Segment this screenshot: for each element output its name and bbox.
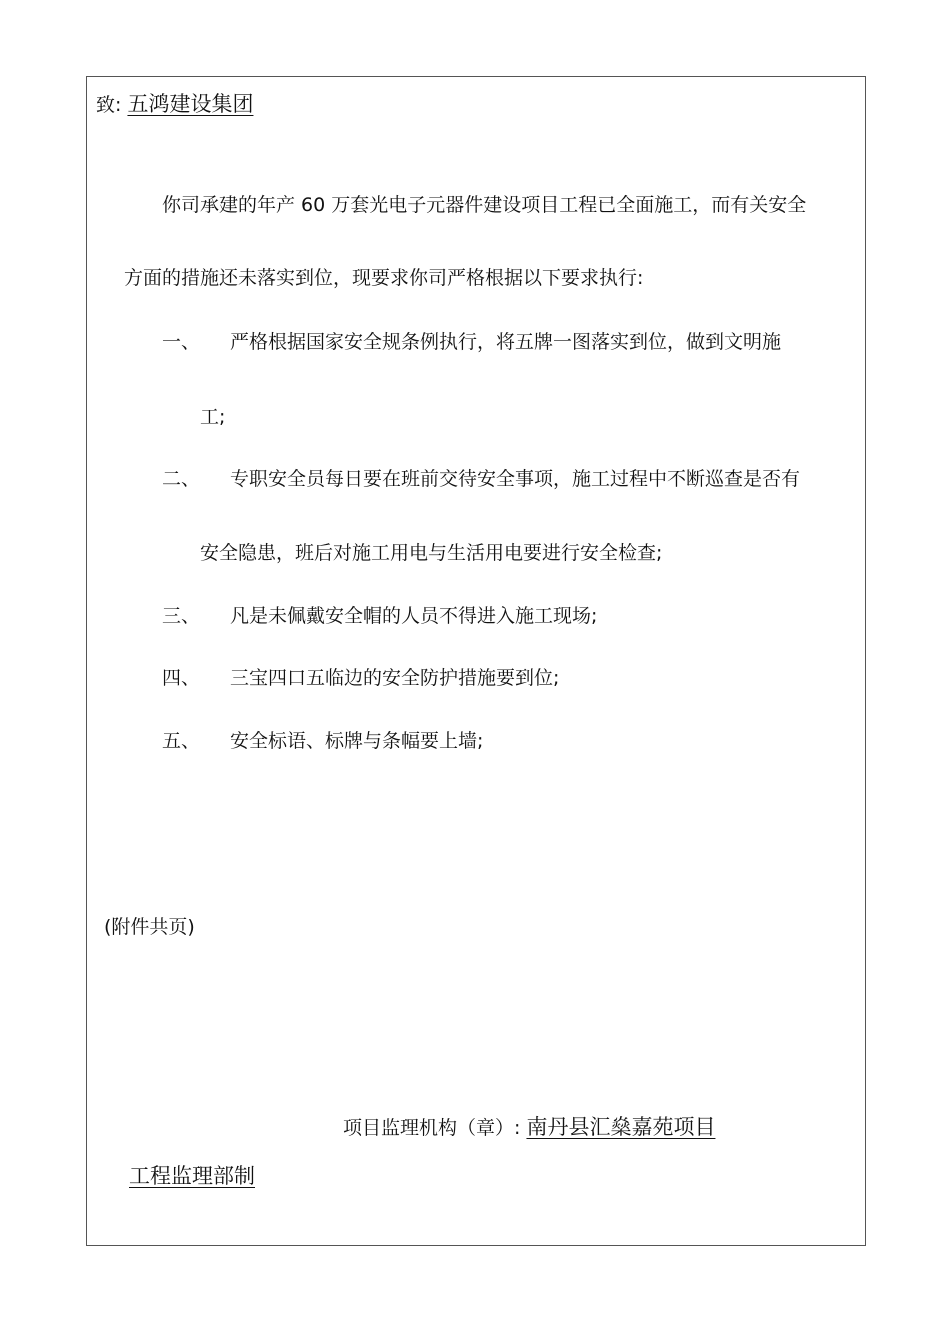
item-5-number: 五、 <box>162 730 201 752</box>
attachment-note: (附件共页) <box>104 916 195 938</box>
item-1-continuation: 工; <box>200 406 226 428</box>
recipient-line <box>96 92 253 117</box>
signature-line <box>343 1115 715 1140</box>
item-2-text: 专职安全员每日要在班前交待安全事项，施工过程中不断巡查是否有 <box>230 468 801 490</box>
item-2-continuation: 安全隐患，班后对施工用电与生活用电要进行安全检查; <box>200 542 663 564</box>
item-1-text: 严格根据国家安全规条例执行，将五牌一图落实到位，做到文明施 <box>230 331 782 353</box>
to-label: 致: <box>96 94 122 116</box>
body-line-1: 你司承建的年产 60 万套光电子元器件建设项目工程已全面施工，而有关安全 <box>162 194 807 216</box>
signature-org-line-2 <box>129 1164 255 1189</box>
item-2-number: 二、 <box>162 468 201 490</box>
item-1-number: 一、 <box>162 331 201 353</box>
item-3-number: 三、 <box>162 605 201 627</box>
item-3-text: 凡是未佩戴安全帽的人员不得进入施工现场; <box>230 605 598 627</box>
item-4-text: 三宝四口五临边的安全防护措施要到位; <box>230 667 560 689</box>
body-line-2: 方面的措施还未落实到位，现要求你司严格根据以下要求执行: <box>124 267 644 289</box>
recipient-name: 五鸿建设集团 <box>127 92 254 116</box>
signature-label: 项目监理机构（章）: <box>343 1117 521 1139</box>
item-4-number: 四、 <box>162 667 201 689</box>
signature-org-2: 工程监理部制 <box>129 1164 255 1188</box>
item-5-text: 安全标语、标牌与条幅要上墙; <box>230 730 484 752</box>
signature-org-1: 南丹县汇燊嘉苑项目 <box>526 1115 716 1139</box>
notice-frame <box>86 76 866 1246</box>
